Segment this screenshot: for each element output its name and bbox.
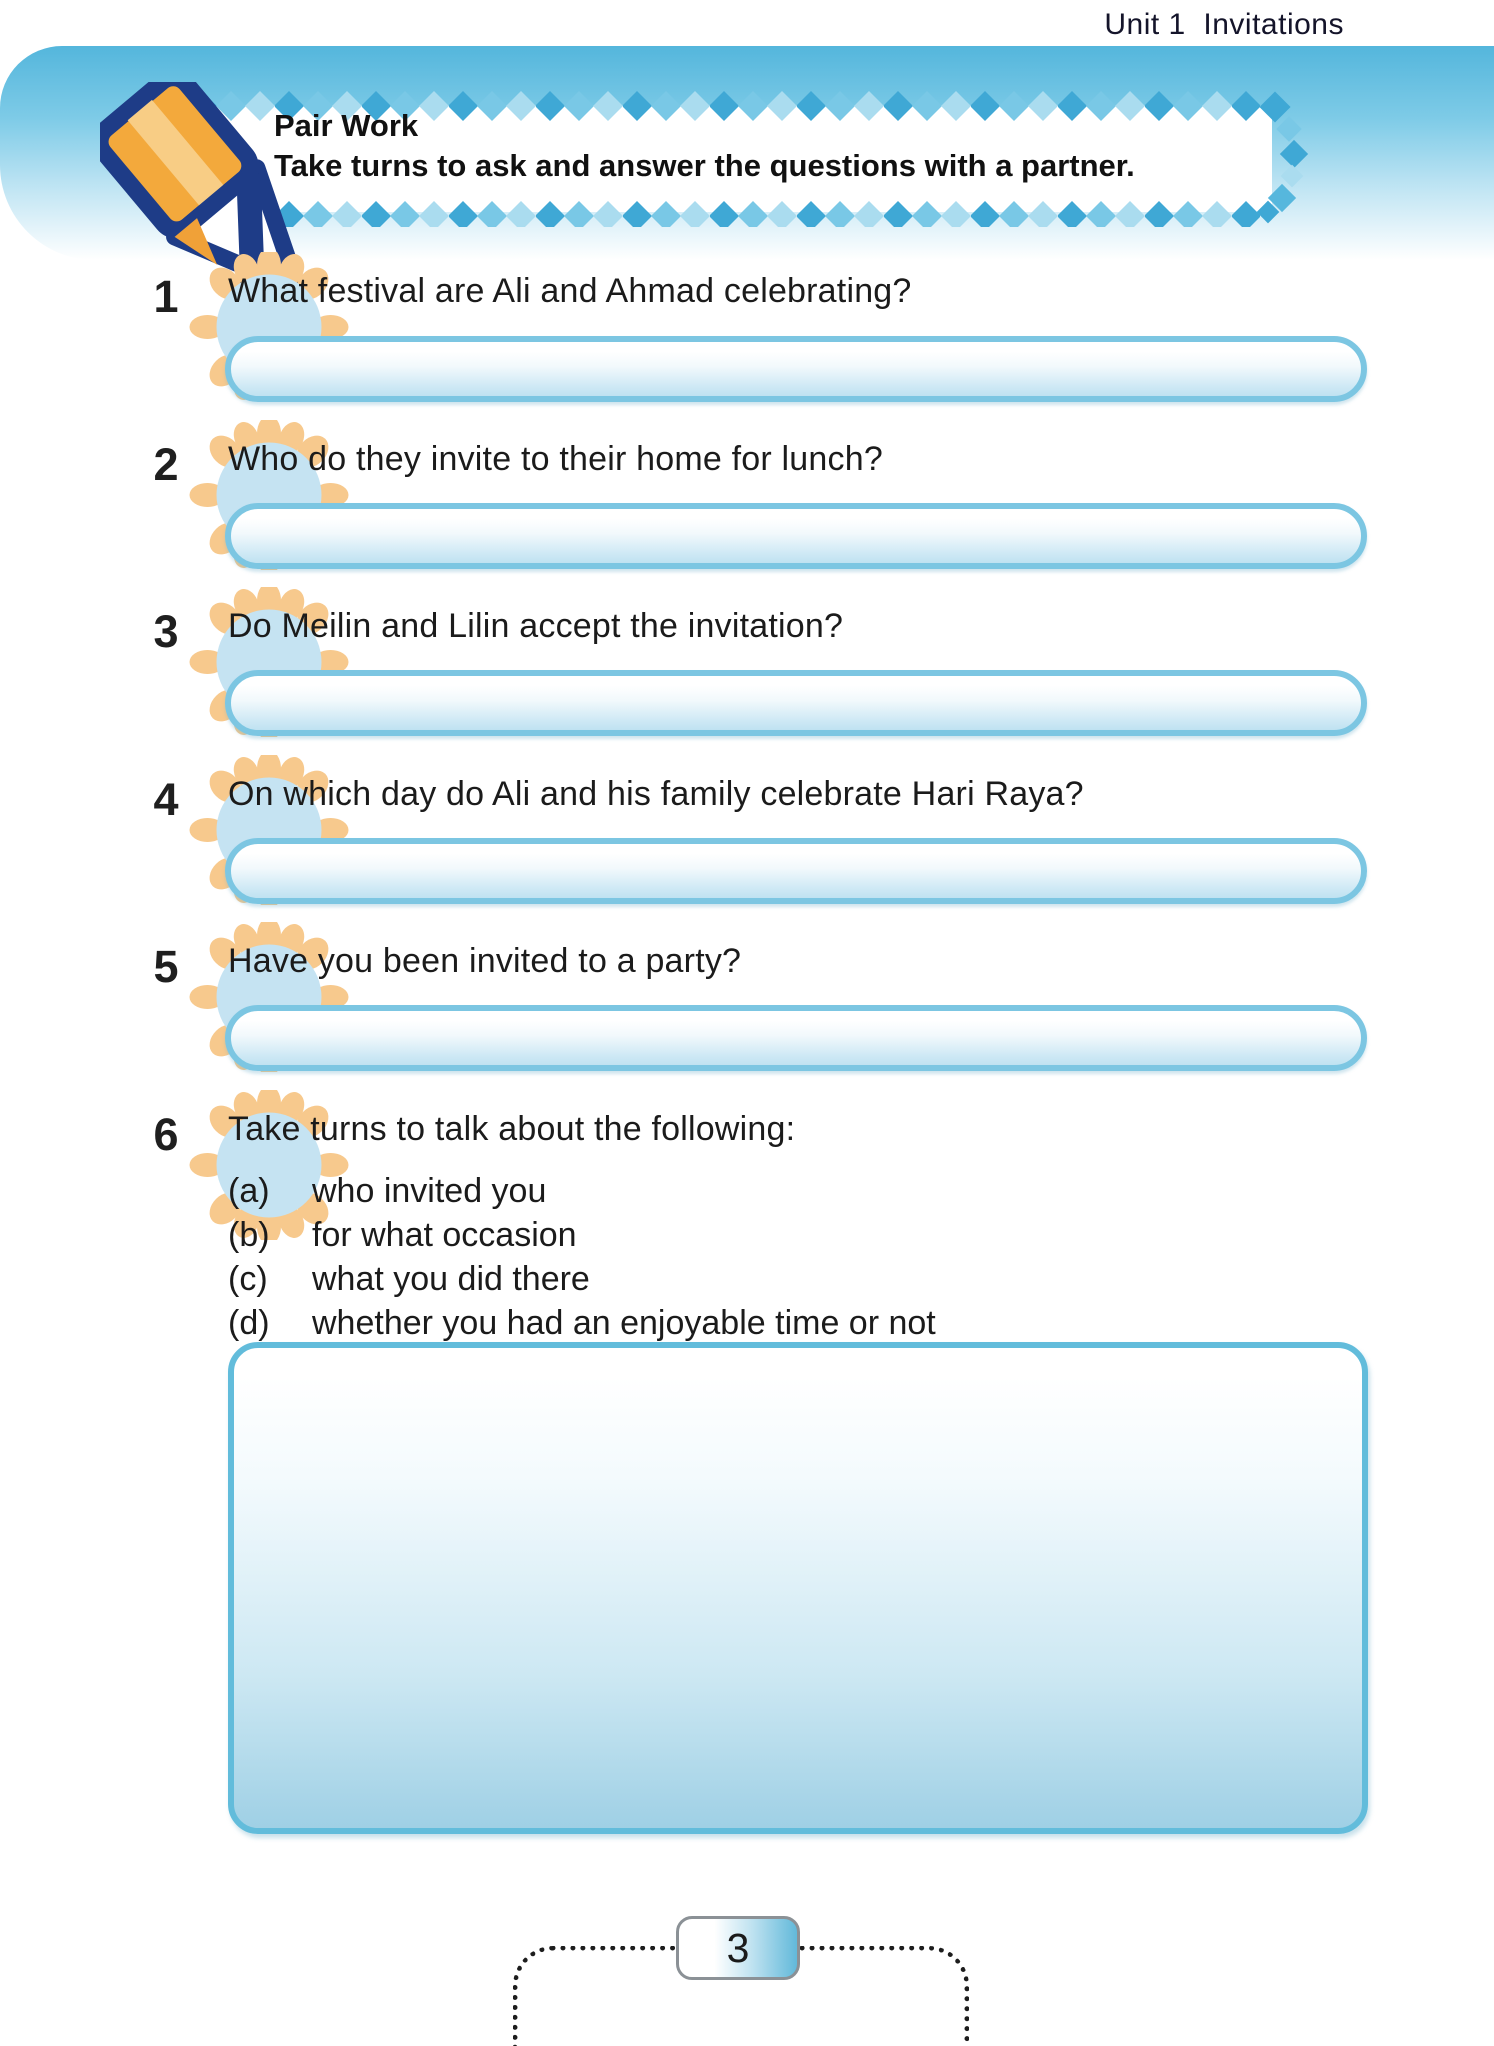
unit-label: Unit 1 Invitations [1104, 8, 1344, 41]
question-text: Who do they invite to their home for lunch? [228, 440, 883, 478]
diamond-icon [1280, 140, 1308, 168]
subitem-label: (c) [228, 1260, 268, 1298]
diamond-strip-bottom [188, 201, 1260, 227]
question-number-badge: 3 [119, 587, 213, 681]
diamond-icon [1281, 165, 1304, 188]
question-text: Do Meilin and Lilin accept the invitation? [228, 607, 844, 645]
top-strip [0, 0, 1494, 46]
question-text: What festival are Ali and Ahmad celebrating? [228, 272, 912, 310]
subitem-label: (a) [228, 1172, 270, 1210]
header-panel [0, 46, 1494, 260]
question-text: On which day do Ali and his family celebrate Hari Raya? [228, 775, 1084, 813]
answer-field[interactable] [225, 670, 1367, 736]
subitem-label: (b) [228, 1216, 270, 1254]
question-number-badge: 2 [119, 420, 213, 514]
subitem-text: what you did there [312, 1260, 590, 1298]
page-number: 3 [676, 1916, 800, 1980]
answer-field[interactable] [225, 503, 1367, 569]
question-number-badge: 6 [119, 1090, 213, 1184]
answer-field[interactable] [225, 336, 1367, 402]
pair-work-banner [192, 106, 1272, 212]
question-number-badge: 4 [119, 755, 213, 849]
question-number-badge: 1 [119, 252, 213, 346]
question-text: Have you been invited to a party? [228, 942, 742, 980]
subitem-text: who invited you [312, 1172, 547, 1210]
diamond-icon [1276, 116, 1301, 141]
answer-field[interactable] [225, 838, 1367, 904]
subitem-text: for what occasion [312, 1216, 577, 1254]
answer-box[interactable] [228, 1342, 1368, 1834]
answer-field[interactable] [225, 1005, 1367, 1071]
banner-instruction: Take turns to ask and answer the questions with a partner. [274, 148, 1135, 183]
question-number-badge: 5 [119, 922, 213, 1016]
question-text: Take turns to talk about the following: [228, 1110, 796, 1148]
subitem-label: (d) [228, 1304, 270, 1342]
subitem-text: whether you had an enjoyable time or not [312, 1304, 936, 1342]
banner-title: Pair Work [274, 108, 419, 143]
